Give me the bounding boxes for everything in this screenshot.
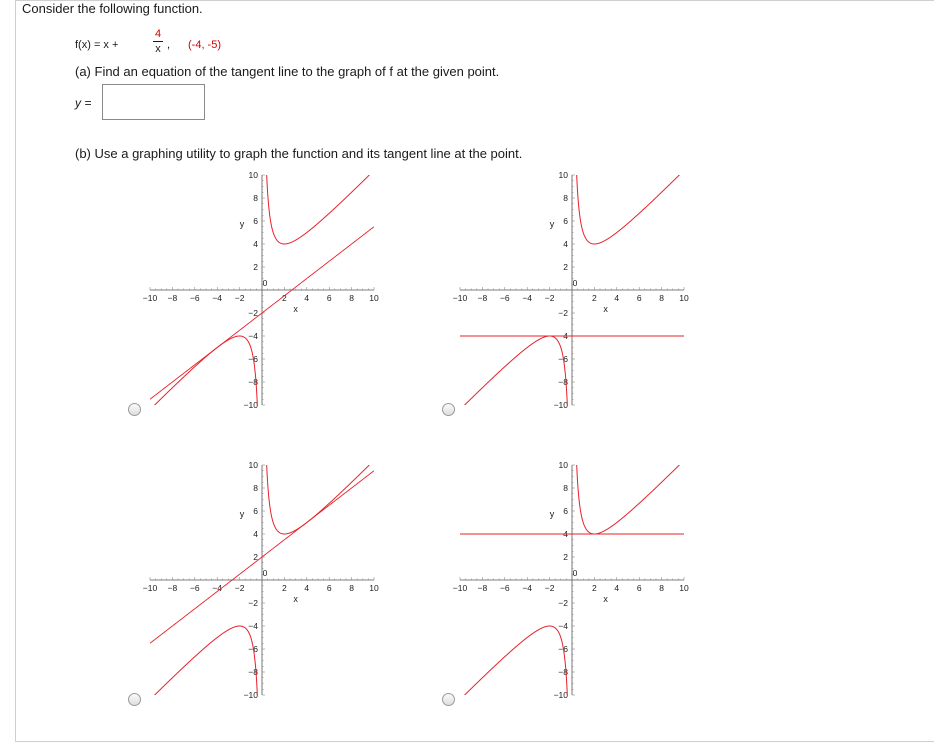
x-tick-label: −10	[452, 583, 468, 593]
y-tick-label: −2	[558, 308, 568, 318]
y-tick-label: 2	[563, 262, 568, 272]
x-tick-label: 6	[636, 293, 642, 303]
y-tick-label: −6	[248, 354, 258, 364]
x-tick-label: 0	[262, 568, 268, 578]
fraction-denominator: x	[155, 43, 161, 55]
x-tick-label: −8	[167, 293, 178, 303]
x-tick-label: −8	[477, 293, 488, 303]
y-tick-label: −2	[248, 308, 258, 318]
x-tick-label: 6	[326, 583, 332, 593]
y-tick-label: 6	[563, 506, 568, 516]
x-tick-label: 2	[282, 583, 287, 593]
x-tick-label: −6	[499, 293, 510, 303]
y-tick-label: −4	[558, 331, 568, 341]
y-tick-label: 10	[248, 460, 258, 470]
y-tick-label: 4	[253, 529, 258, 539]
y-tick-label: −6	[558, 644, 568, 654]
x-tick-label: 2	[592, 293, 597, 303]
x-tick-label: 8	[659, 583, 664, 593]
graph-option-2	[452, 168, 720, 413]
y-tick-label: 4	[253, 239, 258, 249]
y-tick-label: −8	[248, 667, 258, 677]
y-tick-label: −10	[243, 690, 258, 700]
graph-option-3-plot	[142, 458, 410, 703]
radio-option-1[interactable]	[128, 403, 141, 416]
graph-option-1-plot	[142, 168, 410, 413]
x-tick-label: −4	[522, 583, 533, 593]
x-tick-label: 6	[326, 293, 332, 303]
y-axis-label: y	[239, 218, 245, 229]
x-axis-label: x	[293, 594, 298, 604]
x-tick-label: 4	[304, 583, 310, 593]
part-b-question: (b) Use a graphing utility to graph the function and its tangent line at the point.	[75, 146, 523, 161]
y-tick-label: 8	[563, 193, 568, 203]
y-tick-label: −6	[248, 644, 258, 654]
y-axis-label: y	[549, 508, 555, 519]
function-fraction	[151, 28, 165, 55]
x-tick-label: 2	[282, 293, 287, 303]
x-tick-label: 4	[614, 293, 620, 303]
x-tick-label: 2	[592, 583, 597, 593]
x-tick-label: −4	[212, 293, 223, 303]
x-tick-label: 8	[659, 293, 664, 303]
x-tick-label: −6	[189, 293, 200, 303]
fraction-numerator: 4	[154, 28, 162, 40]
graph-option-3	[142, 458, 410, 703]
y-axis-label: y	[239, 508, 245, 519]
x-tick-label: 8	[349, 293, 354, 303]
y-tick-label: −10	[243, 400, 258, 410]
x-tick-label: −10	[452, 293, 468, 303]
x-tick-label: 6	[636, 583, 642, 593]
y-tick-label: 10	[248, 170, 258, 180]
x-tick-label: −8	[167, 583, 178, 593]
y-tick-label: 2	[253, 552, 258, 562]
y-tick-label: −2	[248, 598, 258, 608]
x-tick-label: −8	[477, 583, 488, 593]
x-tick-label: −2	[544, 293, 555, 303]
y-tick-label: 8	[253, 193, 258, 203]
y-axis-label: y	[549, 218, 555, 229]
x-axis-label: x	[603, 304, 608, 314]
x-tick-label: 8	[349, 583, 354, 593]
graph-option-1	[142, 168, 410, 413]
y-tick-label: −2	[558, 598, 568, 608]
y-tick-label: −10	[553, 690, 568, 700]
graph-option-4-plot	[452, 458, 720, 703]
intro-text: Consider the following function.	[22, 1, 203, 16]
radio-option-2[interactable]	[442, 403, 455, 416]
y-tick-label: 8	[253, 483, 258, 493]
x-tick-label: 0	[572, 278, 578, 288]
y-tick-label: 10	[558, 170, 568, 180]
x-axis-label: x	[293, 304, 298, 314]
x-tick-label: 4	[614, 583, 620, 593]
x-tick-label: 0	[262, 278, 268, 288]
answer-label: y =	[75, 96, 92, 110]
radio-option-4[interactable]	[442, 693, 455, 706]
x-tick-label: −2	[544, 583, 555, 593]
y-tick-label: −4	[248, 621, 258, 631]
x-tick-label: −4	[212, 583, 223, 593]
y-tick-label: 4	[563, 239, 568, 249]
y-tick-label: 2	[253, 262, 258, 272]
x-tick-label: 10	[679, 293, 689, 303]
y-tick-label: −4	[558, 621, 568, 631]
function-comma: ,	[167, 39, 171, 51]
x-tick-label: 10	[369, 583, 379, 593]
y-tick-label: −8	[248, 377, 258, 387]
x-tick-label: −6	[189, 583, 200, 593]
tangent-equation-input[interactable]	[102, 84, 205, 120]
y-tick-label: −6	[558, 354, 568, 364]
given-point: (-4, -5)	[188, 39, 221, 51]
x-tick-label: −10	[142, 293, 158, 303]
x-tick-label: −2	[234, 583, 245, 593]
function-lhs: f(x) = x +	[75, 39, 119, 51]
x-tick-label: −10	[142, 583, 158, 593]
x-tick-label: −6	[499, 583, 510, 593]
y-tick-label: 4	[563, 529, 568, 539]
y-tick-label: 6	[563, 216, 568, 226]
x-tick-label: 4	[304, 293, 310, 303]
x-tick-label: −4	[522, 293, 533, 303]
y-tick-label: 6	[253, 506, 258, 516]
y-tick-label: −10	[553, 400, 568, 410]
x-tick-label: 0	[572, 568, 578, 578]
y-tick-label: 10	[558, 460, 568, 470]
radio-option-3[interactable]	[128, 693, 141, 706]
y-tick-label: 2	[563, 552, 568, 562]
part-a-question: (a) Find an equation of the tangent line to the graph of f at the given point.	[75, 64, 500, 79]
x-tick-label: 10	[369, 293, 379, 303]
y-tick-label: 8	[563, 483, 568, 493]
y-tick-label: 6	[253, 216, 258, 226]
x-tick-label: 10	[679, 583, 689, 593]
fraction-bar	[153, 41, 163, 42]
graph-option-2-plot	[452, 168, 720, 413]
graph-option-4	[452, 458, 720, 703]
y-tick-label: −8	[558, 667, 568, 677]
y-tick-label: −4	[248, 331, 258, 341]
y-tick-label: −8	[558, 377, 568, 387]
x-axis-label: x	[603, 594, 608, 604]
x-tick-label: −2	[234, 293, 245, 303]
